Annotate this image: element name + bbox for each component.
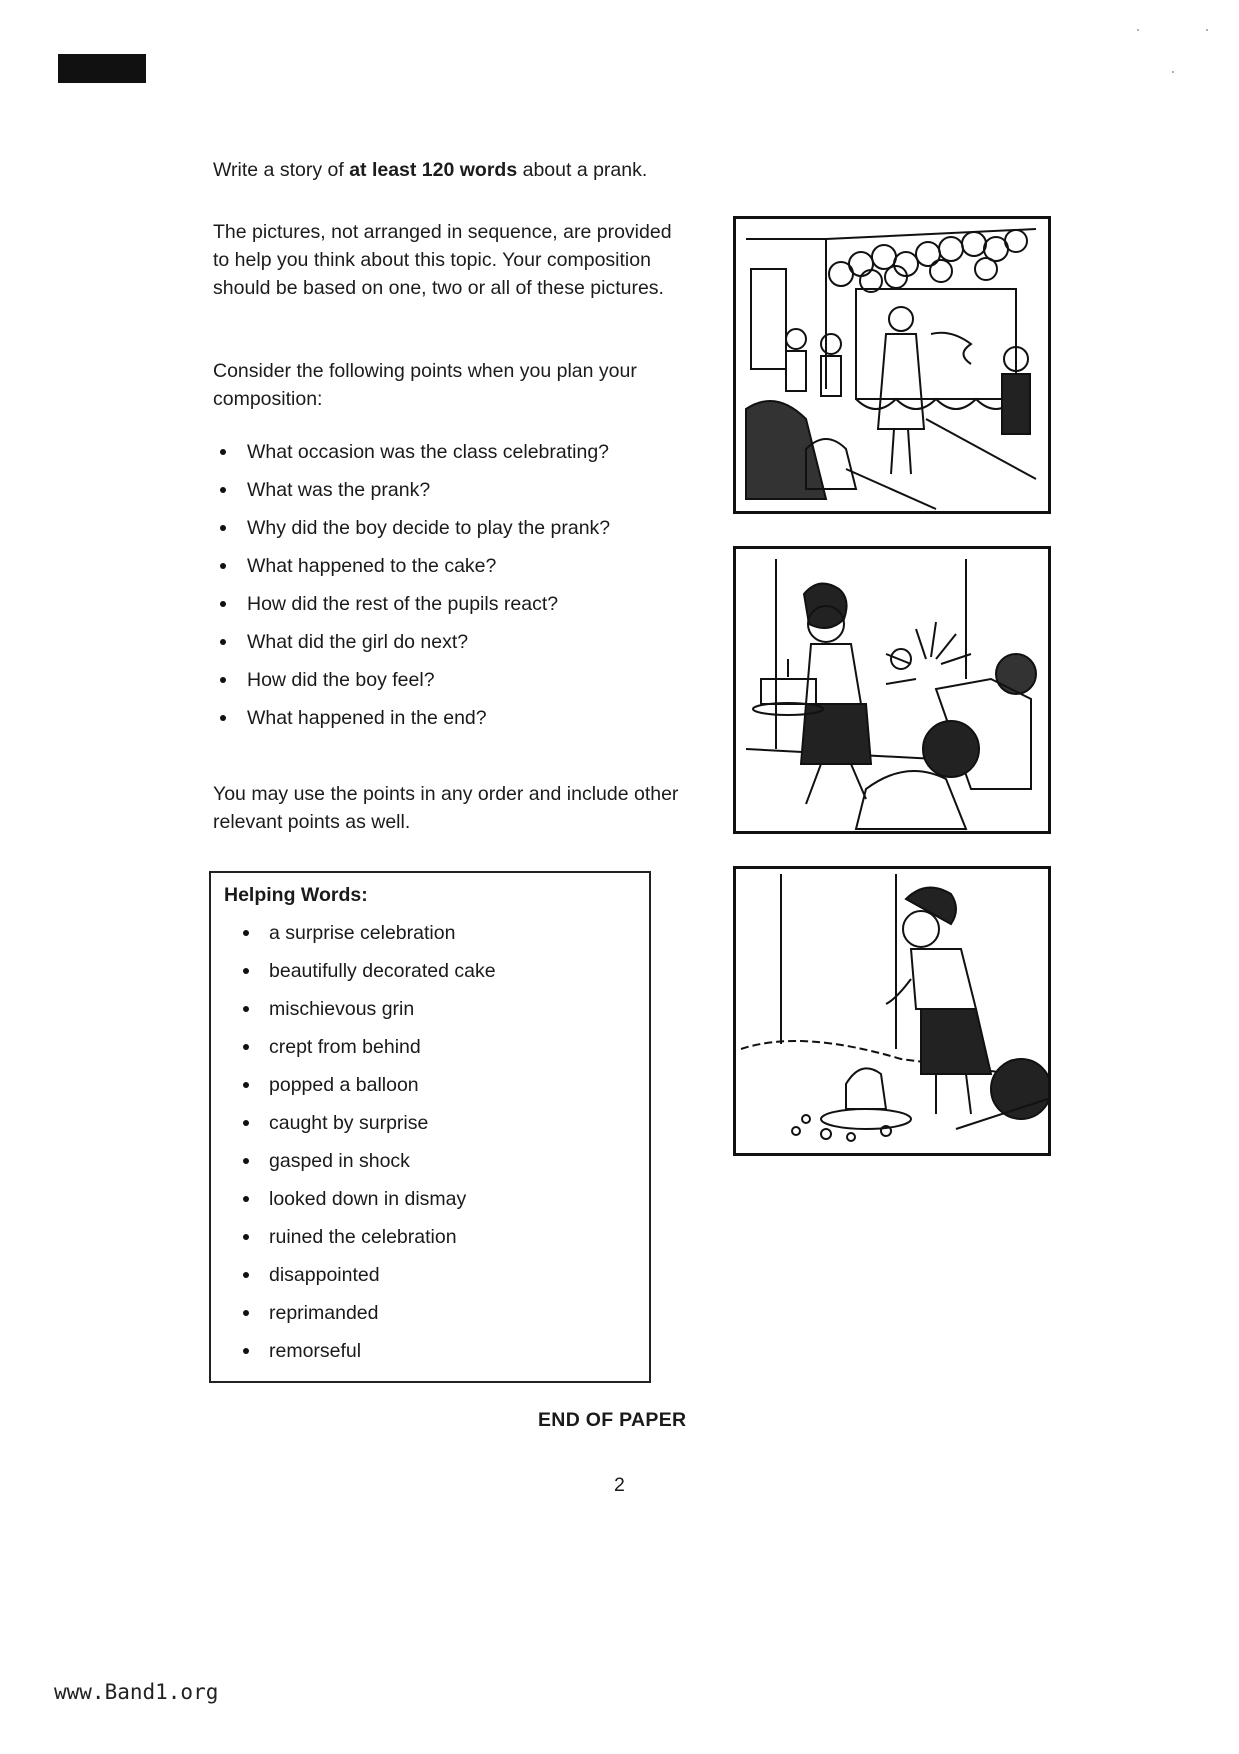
bullet-icon xyxy=(243,1310,249,1316)
point-text: What was the prank? xyxy=(247,479,431,501)
bullet-icon xyxy=(243,1158,249,1164)
helping-word: gasped in shock xyxy=(269,1150,410,1172)
helping-word: looked down in dismay xyxy=(269,1188,467,1210)
bullet-icon xyxy=(243,1082,249,1088)
point-text: How did the rest of the pupils react? xyxy=(247,593,559,615)
helping-words-box xyxy=(209,871,651,1383)
instruction-suffix: about a prank. xyxy=(517,159,648,181)
instruction-word-count: at least 120 words xyxy=(349,159,518,181)
scan-speck xyxy=(1206,29,1208,31)
picture-prank xyxy=(733,546,1051,834)
list-item xyxy=(225,1033,496,1071)
list-item xyxy=(213,590,610,628)
list-item xyxy=(225,1109,496,1147)
bullet-icon xyxy=(220,601,226,607)
bullet-icon xyxy=(243,1234,249,1240)
list-item xyxy=(213,514,610,552)
list-item xyxy=(225,1223,496,1261)
bullet-icon xyxy=(220,677,226,683)
list-item xyxy=(225,1185,496,1223)
list-item xyxy=(213,552,610,590)
list-item xyxy=(225,1261,496,1299)
list-item xyxy=(213,704,610,742)
helping-word: reprimanded xyxy=(269,1302,379,1324)
list-item xyxy=(225,919,496,957)
bullet-icon xyxy=(220,525,226,531)
point-text: What did the girl do next? xyxy=(247,631,469,653)
helping-word: beautifully decorated cake xyxy=(269,960,496,982)
helping-word: mischievous grin xyxy=(269,998,415,1020)
helping-word: caught by surprise xyxy=(269,1112,429,1134)
picture-celebration xyxy=(733,216,1051,514)
helping-word: a surprise celebration xyxy=(269,922,456,944)
pictures-paragraph: The pictures, not arranged in sequence, are provided to help you think about this topic. Your composition should be based on one, two or all of these pictures. xyxy=(213,221,672,299)
picture-dropped-cake xyxy=(733,866,1051,1156)
guiding-points-list xyxy=(213,438,610,742)
bullet-icon xyxy=(220,487,226,493)
scan-speck xyxy=(1137,29,1139,31)
bullet-icon xyxy=(243,968,249,974)
scan-speck xyxy=(1172,71,1174,73)
list-item xyxy=(225,1147,496,1185)
bullet-icon xyxy=(243,1044,249,1050)
instruction-prefix: Write a story of xyxy=(213,159,350,181)
list-item xyxy=(225,1337,496,1375)
bullet-icon xyxy=(243,1196,249,1202)
helping-word: remorseful xyxy=(269,1340,362,1362)
helping-words-title: Helping Words: xyxy=(224,884,368,906)
point-text: What happened in the end? xyxy=(247,707,487,729)
list-item xyxy=(225,957,496,995)
list-item xyxy=(225,1071,496,1109)
list-item xyxy=(213,628,610,666)
instruction-line xyxy=(213,156,647,184)
bullet-icon xyxy=(220,563,226,569)
point-text: What occasion was the class celebrating? xyxy=(247,441,610,463)
bullet-icon xyxy=(243,1006,249,1012)
point-text: Why did the boy decide to play the prank? xyxy=(247,517,611,539)
list-item xyxy=(225,1299,496,1337)
helping-word: crept from behind xyxy=(269,1036,421,1058)
bullet-icon xyxy=(220,449,226,455)
point-text: What happened to the cake? xyxy=(247,555,497,577)
list-item xyxy=(213,476,610,514)
bullet-icon xyxy=(243,1348,249,1354)
footer-website-link[interactable]: www.Band1.org xyxy=(54,1680,219,1704)
redacted-header-block xyxy=(58,54,146,83)
bullet-icon xyxy=(220,715,226,721)
bullet-icon xyxy=(243,1120,249,1126)
bullet-icon xyxy=(220,639,226,645)
end-of-paper-label: END OF PAPER xyxy=(538,1409,687,1431)
page-number: 2 xyxy=(614,1474,625,1496)
list-item xyxy=(225,995,496,1033)
bullet-icon xyxy=(243,1272,249,1278)
helping-word: popped a balloon xyxy=(269,1074,419,1096)
helping-word: ruined the celebration xyxy=(269,1226,457,1248)
helping-word: disappointed xyxy=(269,1264,380,1286)
balloons-group xyxy=(829,230,1027,292)
point-text: How did the boy feel? xyxy=(247,669,435,691)
order-paragraph: You may use the points in any order and include other relevant points as well. xyxy=(213,783,679,833)
consider-paragraph: Consider the following points when you plan your composition: xyxy=(213,360,637,410)
list-item xyxy=(213,666,610,704)
bullet-icon xyxy=(243,930,249,936)
helping-words-list xyxy=(225,919,496,1375)
list-item xyxy=(213,438,610,476)
